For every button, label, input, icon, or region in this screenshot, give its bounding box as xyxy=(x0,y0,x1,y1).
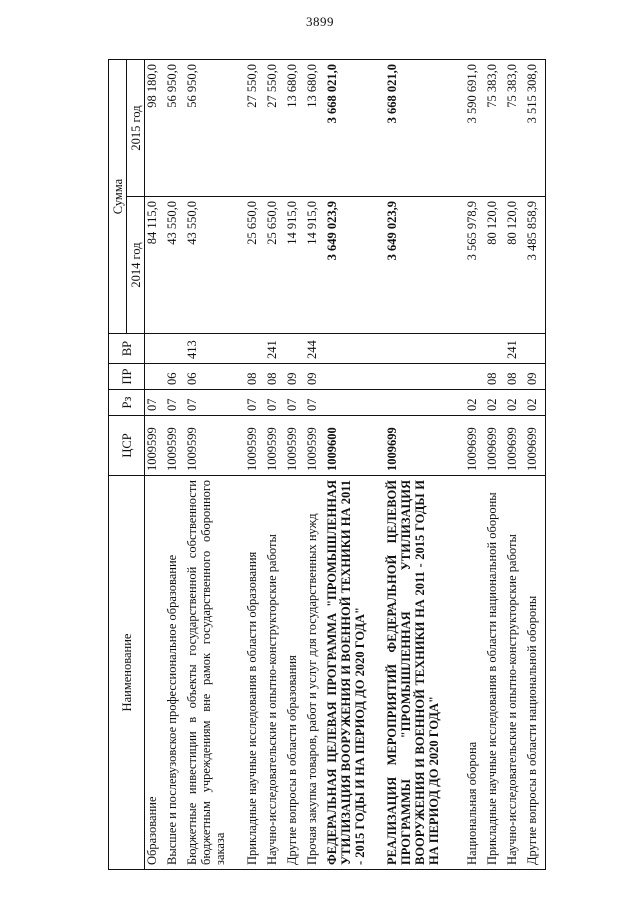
row-pr-cell: 09 xyxy=(525,364,546,390)
row-rz-cell: 02 xyxy=(525,390,546,416)
row-2014-cell: 25 650,0 xyxy=(245,197,265,334)
table-row xyxy=(185,60,245,870)
row-2015-cell: 3 668 021,0 xyxy=(385,60,465,197)
row-name-cell: Образование xyxy=(145,476,166,870)
row-2014-cell: 3 565 978,9 xyxy=(465,197,485,334)
row-2014-cell: 3 485 858,9 xyxy=(525,197,546,334)
row-vr-cell xyxy=(245,334,265,364)
header-year-2014: 2014 год xyxy=(127,197,145,334)
row-rz-cell: 07 xyxy=(185,390,245,416)
row-pr-cell: 08 xyxy=(245,364,265,390)
row-2014-cell: 3 649 023,9 xyxy=(325,197,385,334)
row-name-cell: Бюджетные инвестиции в объекты государственной собственности бюджетным учреждениям вне рамок государственного оборонного заказа xyxy=(185,476,245,870)
row-2014-cell: 80 120,0 xyxy=(505,197,525,334)
row-rz-cell xyxy=(325,390,385,416)
row-rz-cell: 07 xyxy=(245,390,265,416)
row-rz-cell: 07 xyxy=(305,390,325,416)
row-vr-cell xyxy=(525,334,546,364)
table-header xyxy=(109,60,145,870)
table-row xyxy=(385,60,465,870)
row-name-cell: Прочая закупка товаров, работ и услуг для государственных нужд xyxy=(305,476,325,870)
row-pr-cell: 08 xyxy=(485,364,505,390)
row-vr-cell: 241 xyxy=(505,334,525,364)
row-name-cell: Другие вопросы в области образования xyxy=(285,476,305,870)
row-rz-cell: 02 xyxy=(505,390,525,416)
rotated-table-container xyxy=(108,60,546,870)
row-2014-cell: 80 120,0 xyxy=(485,197,505,334)
row-rz-cell xyxy=(385,390,465,416)
header-year-2015: 2015 год xyxy=(127,60,145,197)
row-csr-cell: 1009599 xyxy=(245,416,265,476)
row-2015-cell: 98 180,0 xyxy=(145,60,166,197)
row-pr-cell: 06 xyxy=(185,364,245,390)
row-vr-cell xyxy=(465,334,485,364)
row-pr-cell: 09 xyxy=(285,364,305,390)
table-row xyxy=(145,60,166,870)
row-2014-cell: 25 650,0 xyxy=(265,197,285,334)
row-pr-cell xyxy=(325,364,385,390)
row-pr-cell: 06 xyxy=(165,364,185,390)
row-name-cell: Научно-исследовательские и опытно-конструкторские работы xyxy=(505,476,525,870)
row-csr-cell: 1009699 xyxy=(525,416,546,476)
row-vr-cell xyxy=(145,334,166,364)
budget-table xyxy=(108,59,546,870)
row-rz-cell: 02 xyxy=(465,390,485,416)
row-csr-cell: 1009599 xyxy=(285,416,305,476)
row-2014-cell: 14 915,0 xyxy=(305,197,325,334)
row-rz-cell: 02 xyxy=(485,390,505,416)
row-csr-cell: 1009599 xyxy=(185,416,245,476)
row-2015-cell: 27 550,0 xyxy=(265,60,285,197)
row-2014-cell: 3 649 023,9 xyxy=(385,197,465,334)
row-name-cell: Научно-исследовательские и опытно-конструкторские работы xyxy=(265,476,285,870)
row-2014-cell: 14 915,0 xyxy=(285,197,305,334)
header-pr: ПР xyxy=(109,364,145,390)
row-rz-cell: 07 xyxy=(145,390,166,416)
row-2014-cell: 43 550,0 xyxy=(185,197,245,334)
header-name: Наименование xyxy=(109,476,145,870)
row-name-cell: Национальная оборона xyxy=(465,476,485,870)
table-row xyxy=(305,60,325,870)
header-sum: Сумма xyxy=(109,60,127,334)
table-row xyxy=(265,60,285,870)
table-row xyxy=(525,60,546,870)
row-vr-cell xyxy=(285,334,305,364)
row-csr-cell: 1009599 xyxy=(265,416,285,476)
row-csr-cell: 1009699 xyxy=(505,416,525,476)
row-2015-cell: 75 383,0 xyxy=(485,60,505,197)
row-2015-cell: 13 680,0 xyxy=(305,60,325,197)
row-name-cell: Прикладные научные исследования в области образования xyxy=(245,476,265,870)
row-rz-cell: 07 xyxy=(265,390,285,416)
row-2015-cell: 3 590 691,0 xyxy=(465,60,485,197)
row-2015-cell: 3 515 308,0 xyxy=(525,60,546,197)
row-name-cell: РЕАЛИЗАЦИЯ МЕРОПРИЯТИЙ ФЕДЕРАЛЬНОЙ ЦЕЛЕВОЙ ПРОГРАММЫ "ПРОМЫШЛЕННАЯ УТИЛИЗАЦИЯ ВООРУЖЕНИЯ И ВОЕННОЙ ТЕХНИКИ НА 2011 - 2015 ГОДЫ И НА ПЕРИОД ДО 2020 ГОДА" xyxy=(385,476,465,870)
table-row xyxy=(245,60,265,870)
row-2014-cell: 84 115,0 xyxy=(145,197,166,334)
row-vr-cell xyxy=(385,334,465,364)
row-csr-cell: 1009699 xyxy=(385,416,465,476)
page-number: 3899 xyxy=(306,14,334,29)
row-pr-cell xyxy=(385,364,465,390)
table-row xyxy=(165,60,185,870)
row-name-cell: ФЕДЕРАЛЬНАЯ ЦЕЛЕВАЯ ПРОГРАММА "ПРОМЫШЛЕННАЯ УТИЛИЗАЦИЯ ВООРУЖЕНИЯ И ВОЕННОЙ ТЕХНИКИ НА 2011 - 2015 ГОДЫ И НА ПЕРИОД ДО 2020 ГОДА" xyxy=(325,476,385,870)
row-csr-cell: 1009600 xyxy=(325,416,385,476)
row-pr-cell xyxy=(145,364,166,390)
header-vr: ВР xyxy=(109,334,145,364)
row-pr-cell: 09 xyxy=(305,364,325,390)
row-2015-cell: 13 680,0 xyxy=(285,60,305,197)
row-vr-cell xyxy=(165,334,185,364)
row-2015-cell: 75 383,0 xyxy=(505,60,525,197)
header-rz: Рз xyxy=(109,390,145,416)
row-csr-cell: 1009699 xyxy=(465,416,485,476)
row-csr-cell: 1009599 xyxy=(305,416,325,476)
table-row xyxy=(285,60,305,870)
row-2015-cell: 56 950,0 xyxy=(165,60,185,197)
row-rz-cell: 07 xyxy=(165,390,185,416)
row-vr-cell: 413 xyxy=(185,334,245,364)
row-vr-cell xyxy=(325,334,385,364)
row-vr-cell xyxy=(485,334,505,364)
row-csr-cell: 1009599 xyxy=(165,416,185,476)
row-vr-cell: 244 xyxy=(305,334,325,364)
row-2014-cell: 43 550,0 xyxy=(165,197,185,334)
row-name-cell: Прикладные научные исследования в области национальной обороны xyxy=(485,476,505,870)
row-name-cell: Другие вопросы в области национальной обороны xyxy=(525,476,546,870)
row-2015-cell: 27 550,0 xyxy=(245,60,265,197)
table-row xyxy=(325,60,385,870)
row-pr-cell: 08 xyxy=(265,364,285,390)
table-body xyxy=(145,60,546,870)
row-pr-cell xyxy=(465,364,485,390)
row-rz-cell: 07 xyxy=(285,390,305,416)
row-name-cell: Высшее и послевузовское профессиональное образование xyxy=(165,476,185,870)
table-row xyxy=(485,60,505,870)
row-csr-cell: 1009599 xyxy=(145,416,166,476)
row-csr-cell: 1009699 xyxy=(485,416,505,476)
row-2015-cell: 56 950,0 xyxy=(185,60,245,197)
table-row xyxy=(465,60,485,870)
table-row xyxy=(505,60,525,870)
row-2015-cell: 3 668 021,0 xyxy=(325,60,385,197)
row-vr-cell: 241 xyxy=(265,334,285,364)
row-pr-cell: 08 xyxy=(505,364,525,390)
header-csr: ЦСР xyxy=(109,416,145,476)
